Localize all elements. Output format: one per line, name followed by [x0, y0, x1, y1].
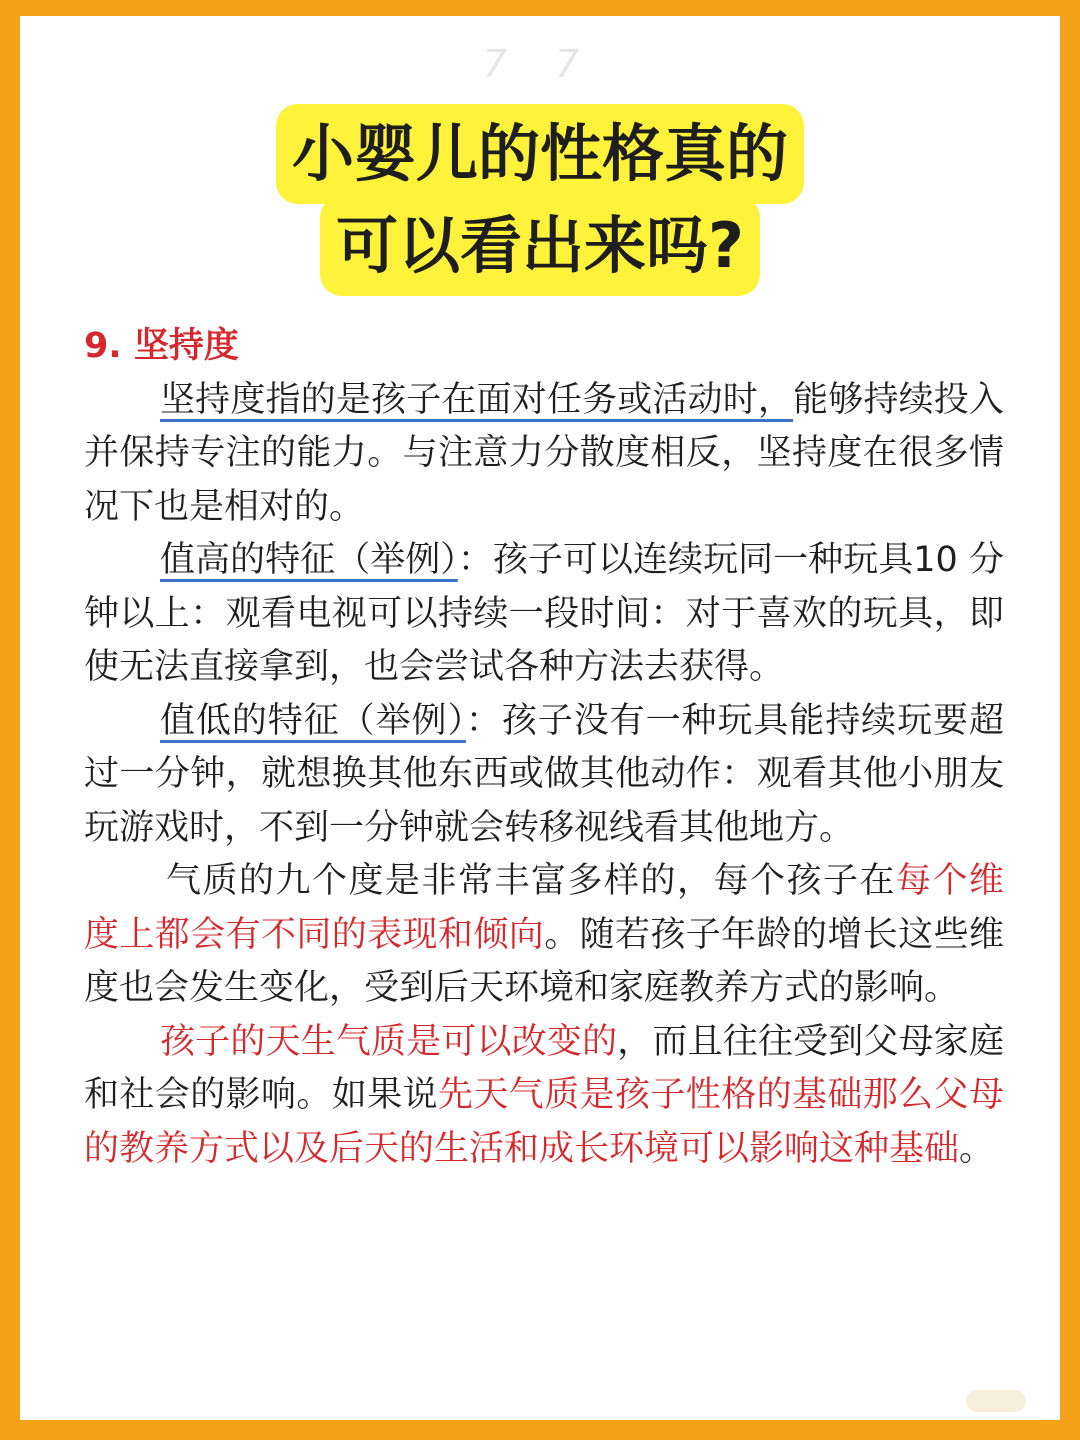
page-number-mark: 7 7 [482, 42, 598, 86]
high-value-text: ：孩子可以连续玩同一种玩具10 分钟以上：观看电视可以持续一段时间：对于喜欢的玩具，即使无法直接拿到，也会尝试各种方法去获得。 [84, 540, 1004, 687]
title-line-1: 小婴儿的性格真的 [280, 108, 800, 200]
summary-text: 气质的九个度是非常丰富多样的，每个孩子在 [166, 861, 896, 901]
page-title [20, 108, 1060, 292]
definition-paragraph [84, 374, 1004, 535]
low-value-text: ：孩子没有一种玩具能持续玩要超过一分钟，就想换其他东西或做其他动作：观看其他小朋友玩游戏时，不到一分钟就会转移视线看其他地方。 [84, 700, 1004, 848]
article-body [84, 320, 1004, 1176]
conclusion-text: ，而且往往受到父母家庭和社会的影响。如果说 [84, 1021, 1004, 1115]
conclusion-end: 。 [959, 1128, 995, 1169]
definition-text: 能够持续投入并保持专注的能力。与注意力分散度相反，坚持度在很多情况下也是相对的。 [84, 379, 1004, 527]
conclusion-highlight-1: 孩子的天生气质是可以改变的 [160, 1021, 618, 1062]
conclusion-highlight-2: 先天气质是孩子性格的基础那么父母的教养方式以及后天的生活和成长环境可以影响这种基础 [84, 1075, 1004, 1169]
section-heading: 9. 坚持度 [84, 326, 239, 366]
high-value-paragraph [84, 534, 1004, 695]
conclusion-paragraph [84, 1016, 1004, 1177]
title-line-2: 可以看出来吗? [324, 200, 756, 292]
summary-paragraph [84, 855, 1004, 1016]
low-value-paragraph [84, 695, 1004, 856]
low-value-label: 值低的特征（举例） [160, 700, 466, 741]
summary-highlight: 每个维度上都会有不同的表现和倾向 [84, 861, 1004, 955]
watermark-badge [966, 1390, 1026, 1412]
summary-rest: 。随若孩子年龄的增长这些维度也会发生变化，受到后天环境和家庭教养方式的影响。 [84, 914, 1004, 1008]
content-card [20, 16, 1060, 1420]
definition-underlined: 坚持度指的是孩子在面对任务或活动时， [160, 379, 794, 420]
high-value-label: 值高的特征（举例） [160, 540, 458, 580]
